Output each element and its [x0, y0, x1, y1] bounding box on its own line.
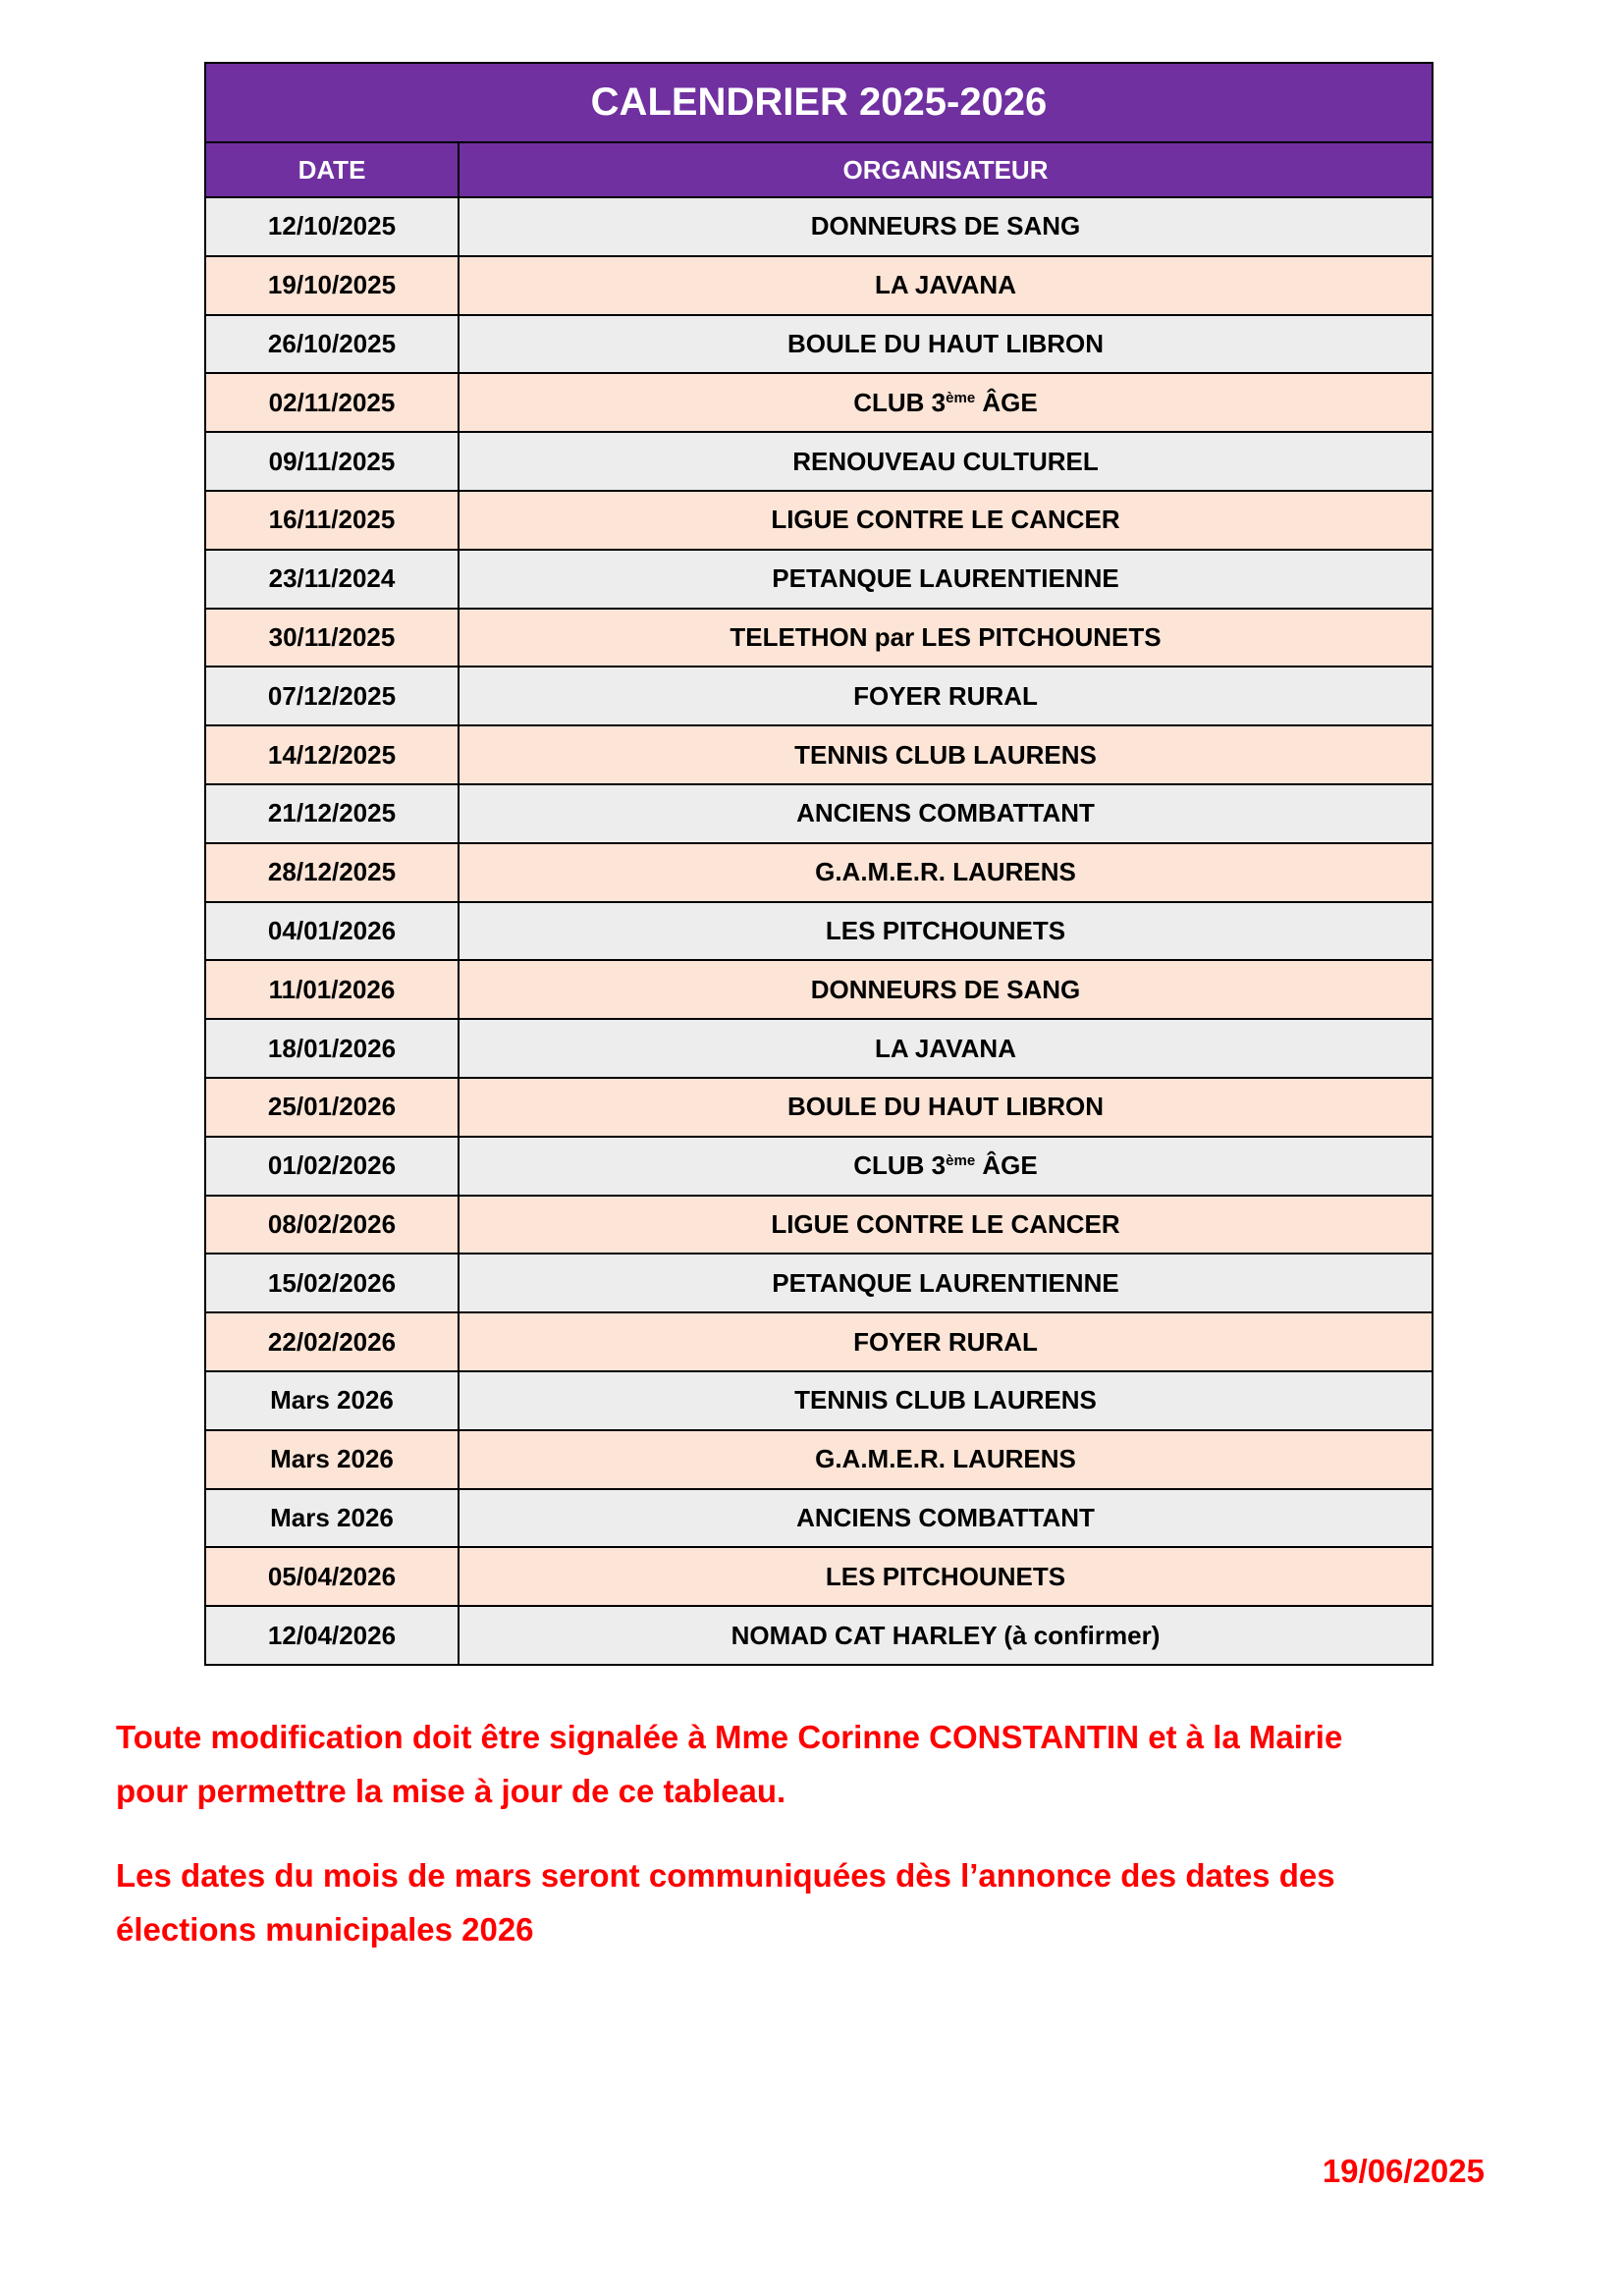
row-date: 16/11/2025	[205, 491, 459, 550]
table-row	[205, 609, 1433, 667]
organisateur-name: LIGUE CONTRE LE CANCER	[771, 505, 1120, 535]
notice-line-1: Toute modification doit être signalée à Mme Corinne CONSTANTIN et à la Mairie	[116, 1719, 1343, 1755]
organisateur-name: FOYER RURAL	[853, 680, 1038, 711]
row-date: Mars 2026	[205, 1489, 459, 1548]
table-row	[205, 491, 1433, 550]
row-date: 28/12/2025	[205, 843, 459, 902]
table-row	[205, 667, 1433, 725]
row-date: 02/11/2025	[205, 373, 459, 432]
table-row	[205, 373, 1433, 432]
calendar-table	[204, 62, 1434, 1666]
organisateur-suffix: ÂGE	[975, 387, 1038, 417]
column-header-date: DATE	[205, 142, 459, 197]
calendar-title: CALENDRIER 2025-2026	[205, 63, 1433, 142]
table-row	[205, 1137, 1433, 1196]
row-date: Mars 2026	[205, 1371, 459, 1430]
row-date: 01/02/2026	[205, 1137, 459, 1196]
row-organisateur	[459, 902, 1433, 961]
organisateur-name: DONNEURS DE SANG	[810, 211, 1081, 241]
organisateur-name: BOULE DU HAUT LIBRON	[786, 328, 1105, 358]
row-date: 26/10/2025	[205, 315, 459, 374]
row-date: 22/02/2026	[205, 1312, 459, 1371]
organisateur-name: PETANQUE LAURENTIENNE	[772, 563, 1119, 594]
row-organisateur	[459, 1606, 1433, 1665]
row-organisateur	[459, 1312, 1433, 1371]
row-organisateur	[459, 1371, 1433, 1430]
row-date: 18/01/2026	[205, 1019, 459, 1078]
row-organisateur	[459, 1137, 1433, 1196]
row-organisateur	[459, 1196, 1433, 1255]
row-organisateur	[459, 1430, 1433, 1489]
modification-notice	[116, 1710, 1490, 1818]
row-organisateur	[459, 667, 1433, 725]
row-date: Mars 2026	[205, 1430, 459, 1489]
table-row	[205, 902, 1433, 961]
table-row	[205, 550, 1433, 609]
row-organisateur	[459, 550, 1433, 609]
organisateur-name: RENOUVEAU CULTUREL	[792, 446, 1099, 476]
row-organisateur	[459, 373, 1433, 432]
table-row	[205, 1371, 1433, 1430]
table-row	[205, 1312, 1433, 1371]
row-organisateur	[459, 784, 1433, 843]
notice-line-2: pour permettre la mise à jour de ce tableau.	[116, 1773, 786, 1809]
organisateur-name: TENNIS CLUB LAURENS	[794, 739, 1097, 770]
organisateur-name: TENNIS CLUB LAURENS	[794, 1385, 1097, 1415]
row-organisateur	[459, 1254, 1433, 1312]
row-organisateur	[459, 1489, 1433, 1548]
row-date: 14/12/2025	[205, 725, 459, 784]
row-organisateur	[459, 315, 1433, 374]
row-organisateur	[459, 491, 1433, 550]
table-row	[205, 1196, 1433, 1255]
row-organisateur	[459, 197, 1433, 256]
table-row	[205, 1019, 1433, 1078]
table-row	[205, 843, 1433, 902]
table-row	[205, 1606, 1433, 1665]
organisateur-name: LA JAVANA	[875, 270, 1016, 300]
row-date: 23/11/2024	[205, 550, 459, 609]
table-row	[205, 256, 1433, 315]
document-date: 19/06/2025	[1322, 2153, 1485, 2189]
organisateur-name: DONNEURS DE SANG	[810, 974, 1081, 1004]
row-date: 07/12/2025	[205, 667, 459, 725]
table-row	[205, 432, 1433, 491]
organisateur-name: ANCIENS COMBATTANT	[796, 1502, 1095, 1532]
table-row	[205, 725, 1433, 784]
organisateur-suffix: ÂGE	[975, 1150, 1038, 1181]
row-date: 25/01/2026	[205, 1078, 459, 1137]
calendar-body	[205, 197, 1433, 1665]
row-organisateur	[459, 432, 1433, 491]
row-date: 11/01/2026	[205, 960, 459, 1019]
row-organisateur	[459, 843, 1433, 902]
organisateur-name: TELETHON par LES PITCHOUNETS	[730, 621, 1162, 652]
row-date: 12/10/2025	[205, 197, 459, 256]
row-date: 12/04/2026	[205, 1606, 459, 1665]
row-date: 30/11/2025	[205, 609, 459, 667]
organisateur-name: LIGUE CONTRE LE CANCER	[771, 1208, 1120, 1239]
organisateur-name: ANCIENS COMBATTANT	[796, 798, 1095, 828]
row-date: 08/02/2026	[205, 1196, 459, 1255]
row-organisateur	[459, 1547, 1433, 1606]
organisateur-name: LES PITCHOUNETS	[825, 1561, 1066, 1591]
table-row	[205, 784, 1433, 843]
row-organisateur	[459, 1019, 1433, 1078]
march-dates-notice	[116, 1848, 1490, 1956]
table-row	[205, 1254, 1433, 1312]
organisateur-name: CLUB 3	[853, 1150, 947, 1181]
organisateur-superscript: ème	[946, 1152, 976, 1170]
organisateur-name: LES PITCHOUNETS	[825, 915, 1066, 945]
header-row	[205, 142, 1433, 197]
row-organisateur	[459, 256, 1433, 315]
organisateur-name: G.A.M.E.R. LAURENS	[815, 1444, 1076, 1474]
notice-line-4: élections municipales 2026	[116, 1911, 534, 1948]
row-date: 21/12/2025	[205, 784, 459, 843]
table-row	[205, 1430, 1433, 1489]
title-row	[205, 63, 1433, 142]
table-row	[205, 1547, 1433, 1606]
row-date: 09/11/2025	[205, 432, 459, 491]
table-row	[205, 1489, 1433, 1548]
column-header-organisateur: ORGANISATEUR	[459, 142, 1433, 197]
row-date: 19/10/2025	[205, 256, 459, 315]
organisateur-name: BOULE DU HAUT LIBRON	[786, 1092, 1105, 1122]
organisateur-name: NOMAD CAT HARLEY (à confirmer)	[731, 1620, 1161, 1650]
organisateur-name: FOYER RURAL	[853, 1326, 1038, 1357]
row-date: 04/01/2026	[205, 902, 459, 961]
table-row	[205, 197, 1433, 256]
row-date: 05/04/2026	[205, 1547, 459, 1606]
row-date: 15/02/2026	[205, 1254, 459, 1312]
row-organisateur	[459, 1078, 1433, 1137]
notice-line-3: Les dates du mois de mars seront communiquées dès l’annonce des dates des	[116, 1857, 1335, 1894]
organisateur-name: G.A.M.E.R. LAURENS	[815, 857, 1076, 887]
organisateur-superscript: ème	[946, 389, 976, 406]
organisateur-name: LA JAVANA	[875, 1033, 1016, 1063]
row-organisateur	[459, 725, 1433, 784]
table-row	[205, 315, 1433, 374]
table-row	[205, 1078, 1433, 1137]
table-row	[205, 960, 1433, 1019]
row-organisateur	[459, 609, 1433, 667]
organisateur-name: CLUB 3	[853, 387, 947, 417]
organisateur-name: PETANQUE LAURENTIENNE	[772, 1267, 1119, 1298]
row-organisateur	[459, 960, 1433, 1019]
